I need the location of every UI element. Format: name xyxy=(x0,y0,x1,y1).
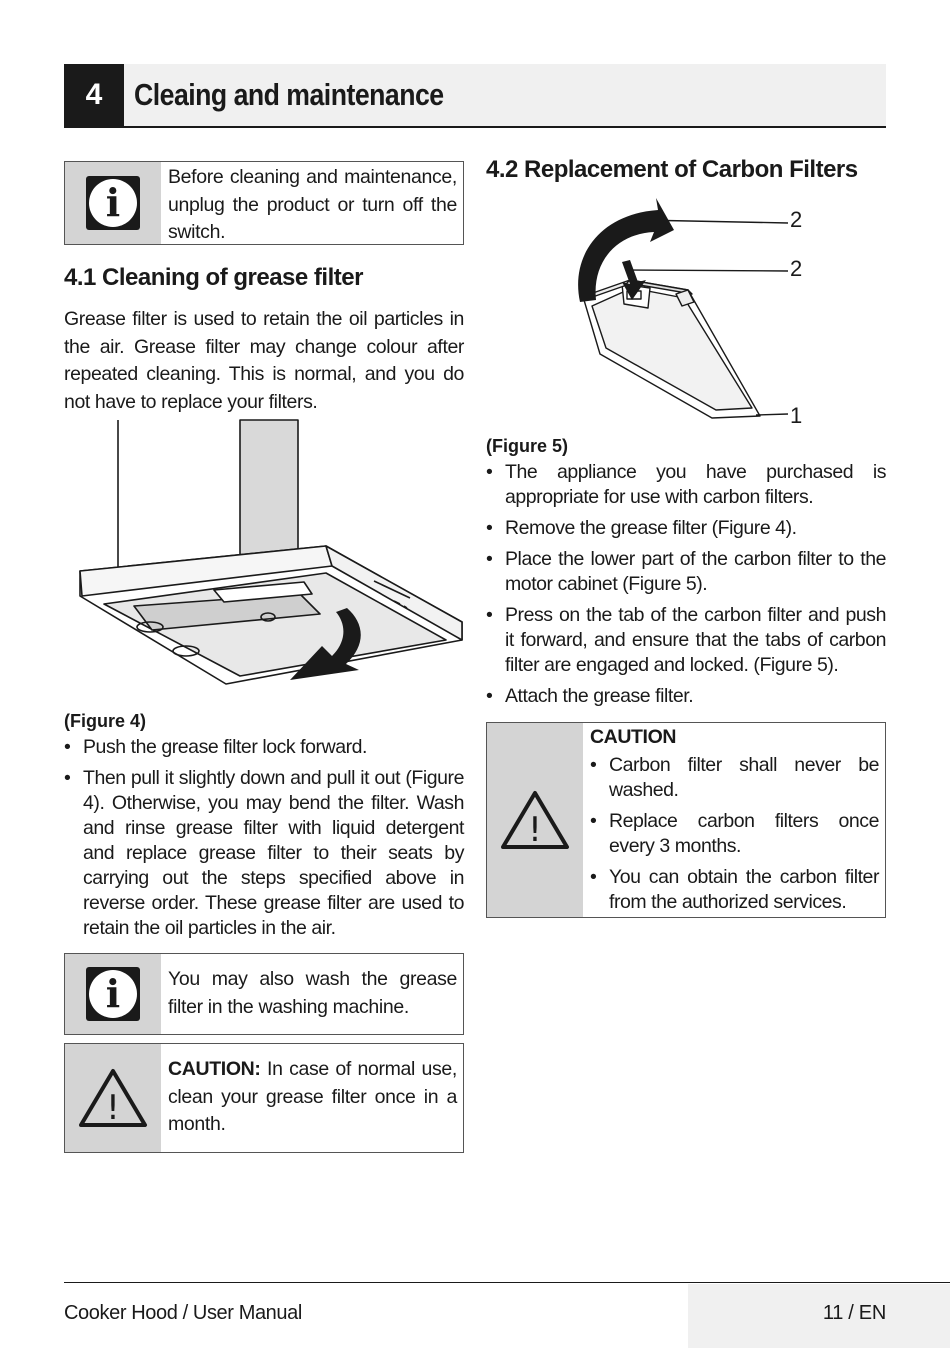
heading-grease-filter: 4.1 Cleaning of grease filter xyxy=(64,264,363,291)
figure-4-caption: (Figure 4) xyxy=(64,711,147,731)
carbon-filter-steps xyxy=(486,460,886,715)
info-icon: i xyxy=(86,176,140,230)
section-number: 4 xyxy=(64,64,124,126)
figure-label: 1 xyxy=(790,403,803,428)
list-item: • Push the grease filter lock forward. xyxy=(64,735,464,760)
list-item: • The appliance you have purchased is appropriate for use with carbon filters. xyxy=(486,460,886,510)
list-item: • Then pull it slightly down and pull it out (Figure 4). Otherwise, you may bend the filter. Wash and rinse grease filter with liquid detergent and replace grease filter to their seats by carrying out the steps specified above in reverse order. These grease filter are used to retain the oil particles in the air. xyxy=(64,766,464,941)
warning-triangle-icon xyxy=(78,1067,148,1129)
figure-label: 2 xyxy=(790,207,803,232)
section-title: Cleaing and maintenance xyxy=(134,77,444,112)
footer-title: Cooker Hood / User Manual xyxy=(64,1302,302,1324)
footer-divider xyxy=(64,1282,950,1283)
list-item: • Carbon filter shall never be washed. xyxy=(590,753,879,803)
caution-text: In case of normal use, clean your grease filter once in a month. xyxy=(168,1058,457,1135)
heading-carbon-filters: 4.2 Replacement of Carbon Filters xyxy=(486,156,858,183)
list-item: • Remove the grease filter (Figure 4). xyxy=(486,516,886,541)
info-box-washing-machine xyxy=(64,953,464,1035)
svg-text:!: ! xyxy=(528,810,542,850)
info-box-unplug xyxy=(64,161,464,245)
info-box-text: Before cleaning and maintenance, unplug the product or turn off the switch. xyxy=(168,166,457,243)
list-item: • You can obtain the carbon filter from the authorized services. xyxy=(590,865,879,915)
caution-box-grease xyxy=(64,1043,464,1153)
warning-triangle-icon xyxy=(500,789,570,851)
footer-page-box xyxy=(688,1284,950,1348)
svg-text:!: ! xyxy=(106,1088,120,1128)
caution-label: CAUTION: xyxy=(168,1058,261,1080)
list-item: • Replace carbon filters once every 3 months. xyxy=(590,809,879,859)
figure-5-illustration xyxy=(560,196,810,432)
info-box-text: You may also wash the grease filter in the washing machine. xyxy=(168,968,457,1018)
list-item: • Press on the tab of the carbon filter and push it forward, and ensure that the tabs of carbon filter are engaged and locked. (Figure 5). xyxy=(486,603,886,678)
figure-5-caption: (Figure 5) xyxy=(486,436,569,456)
info-icon: i xyxy=(86,967,140,1021)
figure-4-illustration xyxy=(64,418,464,688)
page-number: 11 / EN xyxy=(822,1302,886,1324)
caution-list xyxy=(590,753,879,921)
grease-filter-paragraph: Grease filter is used to retain the oil particles in the air. Grease filter may change colour after repeated cleaning. This is normal, and you do not have to replace your filters. xyxy=(64,308,464,413)
grease-filter-steps xyxy=(64,735,464,947)
list-item: • Place the lower part of the carbon filter to the motor cabinet (Figure 5). xyxy=(486,547,886,597)
figure-label: 2 xyxy=(790,256,803,281)
section-header xyxy=(64,64,886,128)
caution-title: CAUTION xyxy=(590,726,677,748)
list-item: • Attach the grease filter. xyxy=(486,684,886,709)
caution-box-carbon xyxy=(486,722,886,918)
